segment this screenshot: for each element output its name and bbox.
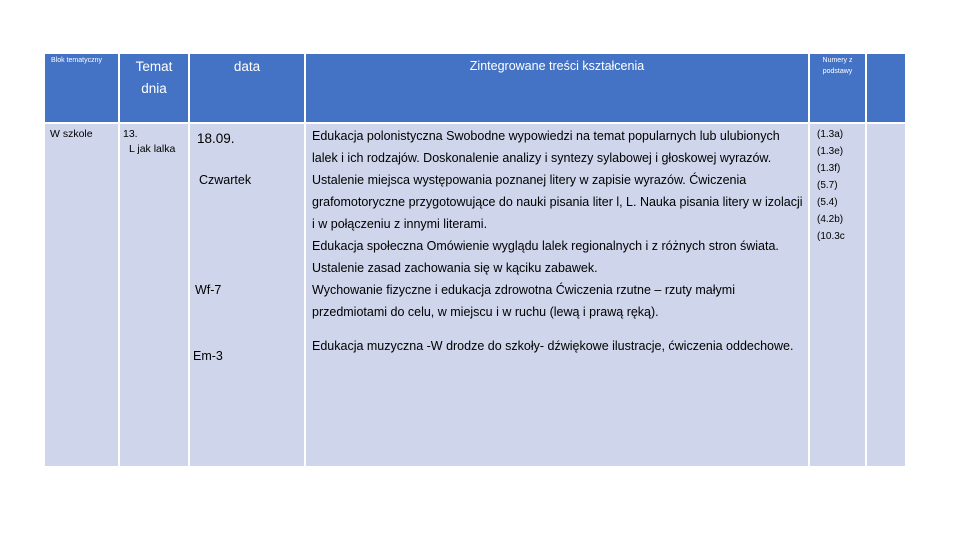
row-data xyxy=(190,124,304,466)
header-data: data xyxy=(190,54,304,122)
numer-item: (1.3f) xyxy=(817,163,841,174)
numer-item: (4.2b) xyxy=(817,214,844,225)
temat-number: 13. xyxy=(123,128,138,140)
row-numery-z-podstawy xyxy=(810,124,865,466)
content-edukacja-spoleczna: Edukacja społeczna Omówienie wyglądu lalek regionalnych i z różnych stron świata. Ustalenie zasad zachowania się w kąciku zabawek. xyxy=(312,239,779,275)
numer-item: (10.3c xyxy=(817,231,845,242)
row-blok-tematyczny: W szkole xyxy=(45,124,118,466)
temat-name: L jak lalka xyxy=(129,142,176,155)
lesson-plan-table xyxy=(45,54,905,466)
header-zintegrowane-tresci: Zintegrowane treści kształcenia xyxy=(306,54,808,122)
header-blok-tematyczny: Blok tematyczny xyxy=(45,54,118,122)
content-edukacja-polonistyczna: Edukacja polonistyczna Swobodne wypowiedzi na temat popularnych lub ulubionych lalek i ich rodzajów. Doskonalenie analizy i syntezy sylabowej i głoskowej wyrazów. Ustalenie miejsca występowania poznanej litery w zapisie wyrazów. Ćwiczenia grafomotoryczne przygotowujące do nauki pisania liter l, L. Nauka pisania litery w izolacji i w połączeniu z innymi literami. xyxy=(312,129,803,231)
date-value: 18.09. xyxy=(197,131,235,146)
code-wf: Wf-7 xyxy=(195,283,222,297)
numer-item: (1.3e) xyxy=(817,146,844,157)
numer-item: (5.7) xyxy=(817,180,838,191)
numer-item: (5.4) xyxy=(817,197,838,208)
content-wychowanie-fizyczne: Wychowanie fizyczne i edukacja zdrowotna Ćwiczenia rzutne – rzuty małymi przedmiotami do celu, w miejscu i w ruchu (lewą i prawą ręką). xyxy=(312,283,735,319)
row-temat-dnia xyxy=(120,124,188,466)
code-em: Em-3 xyxy=(193,349,223,363)
header-empty-column xyxy=(867,54,905,122)
row-empty-column xyxy=(867,124,905,466)
header-numery-z-podstawy: Numery z podstawy xyxy=(810,54,865,122)
numer-item: (1.3a) xyxy=(817,129,844,140)
day-name: Czwartek xyxy=(199,173,252,187)
header-temat-dnia: Temat dnia xyxy=(120,54,188,122)
content-edukacja-muzyczna: Edukacja muzyczna -W drodze do szkoły- dźwiękowe ilustracje, ćwiczenia oddechowe. xyxy=(312,339,794,353)
row-zintegrowane-tresci xyxy=(306,124,808,466)
